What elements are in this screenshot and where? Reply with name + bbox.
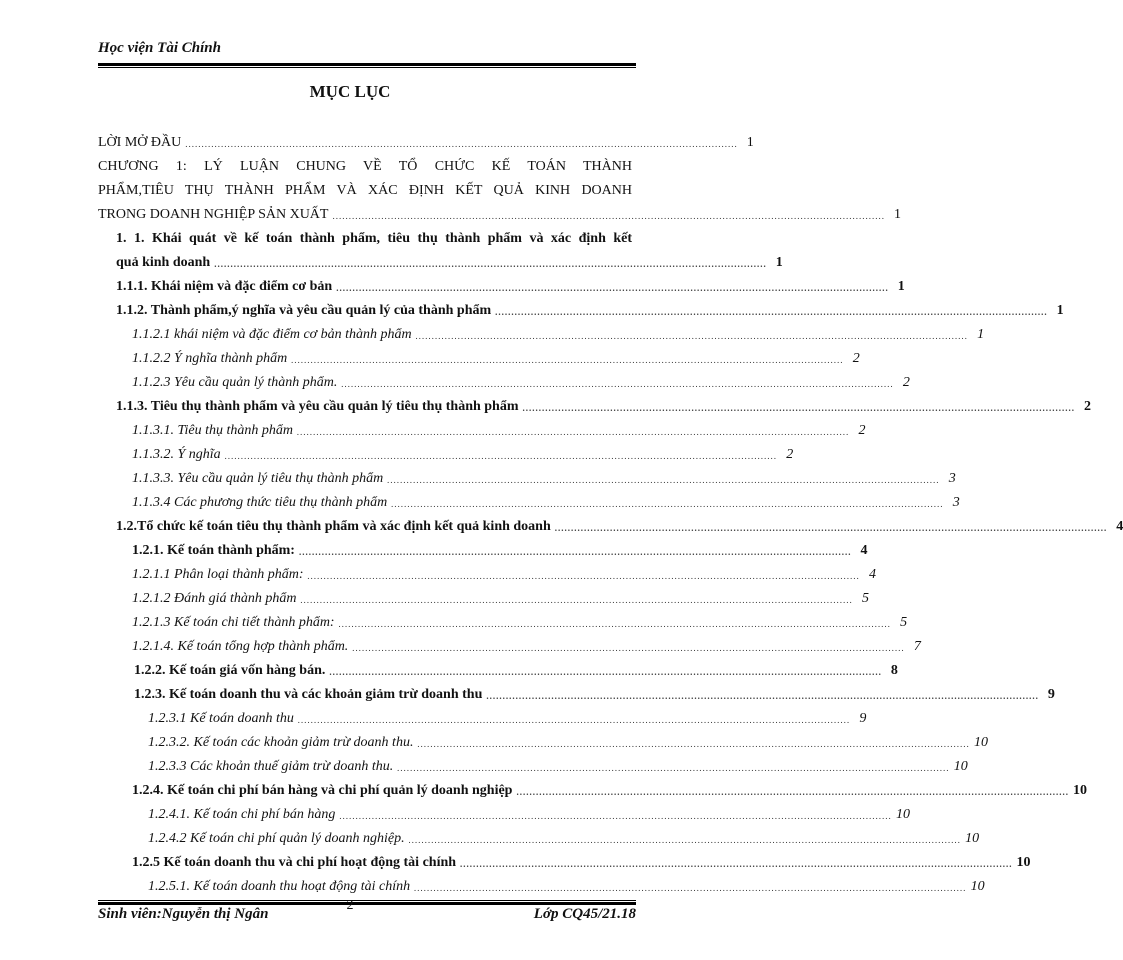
toc-entry[interactable] bbox=[132, 470, 956, 488]
toc-leader: .......................................................................................................................................................................... bbox=[391, 499, 944, 509]
toc-entry[interactable] bbox=[116, 398, 1091, 416]
toc-entry-page: 10 bbox=[973, 735, 988, 750]
toc-entry[interactable] bbox=[132, 326, 985, 344]
toc-entry-text: 1.1.3.4 Các phương thức tiêu thụ thành phẩm bbox=[132, 495, 388, 510]
toc-entry[interactable] bbox=[148, 758, 968, 776]
toc-leader: .......................................................................................................................................................................... bbox=[460, 859, 1013, 869]
toc-entry-text: 1.2.1.4. Kế toán tổng hợp thành phẩm. bbox=[132, 639, 349, 654]
toc-leader: .......................................................................................................................................................................... bbox=[329, 667, 882, 677]
toc-entry-page: 2 bbox=[786, 447, 794, 462]
toc-entry-text: 1.2.2. Kế toán giá vốn hàng bán. bbox=[134, 663, 326, 678]
toc-entry-page: 4 bbox=[869, 567, 876, 582]
toc-entry-text: 1.2.4.1. Kế toán chi phí bán hàng bbox=[148, 807, 336, 822]
toc-entry-text: 1.1.2.3 Yêu cầu quản lý thành phẩm. bbox=[132, 375, 338, 390]
toc-entry[interactable] bbox=[148, 878, 985, 896]
toc-entry[interactable] bbox=[98, 206, 901, 224]
header-school: Học viện Tài Chính bbox=[98, 40, 221, 56]
toc-entry-text: 1.2.3.2. Kế toán các khoản giảm trừ doanh thu. bbox=[148, 735, 414, 750]
toc-entry-page: 5 bbox=[862, 591, 869, 606]
footer-class: Lớp CQ45/21.18 bbox=[533, 906, 636, 922]
toc-entry-page: 1 bbox=[893, 207, 901, 222]
toc-leader: .......................................................................................................................................................................... bbox=[352, 643, 905, 653]
toc-entry-page: 1 bbox=[775, 255, 783, 270]
toc-entry[interactable] bbox=[132, 446, 794, 464]
toc-entry-text: 1.2.Tổ chức kế toán tiêu thụ thành phẩm và xác định kết quả kinh doanh bbox=[116, 519, 551, 534]
toc-leader: .......................................................................................................................................................................... bbox=[554, 523, 1108, 533]
toc-entry-page: 1 bbox=[1056, 303, 1064, 318]
toc-entry-page: 9 bbox=[1047, 687, 1055, 702]
toc-entry-text: 1.2.1. Kế toán thành phẩm: bbox=[132, 543, 295, 558]
toc-entry-text: 1.1.3.1. Tiêu thụ thành phẩm bbox=[132, 423, 294, 438]
toc-entry[interactable] bbox=[132, 542, 868, 560]
toc-entry-text: 1.2.3.1 Kế toán doanh thu bbox=[148, 711, 294, 726]
toc-entry-text: 1.1.3.2. Ý nghĩa bbox=[132, 447, 221, 462]
toc-entry-page: 4 bbox=[1116, 519, 1123, 534]
toc-leader: .......................................................................................................................................................................... bbox=[338, 619, 892, 629]
toc-entry-page: 10 bbox=[1072, 783, 1087, 798]
toc-entry-page: 2 bbox=[858, 423, 866, 438]
toc-leader: .......................................................................................................................................................................... bbox=[387, 475, 940, 485]
toc-leader: .......................................................................................................................................................................... bbox=[522, 403, 1075, 413]
toc-leader: .......................................................................................................................................................................... bbox=[397, 763, 950, 773]
toc-leader: .......................................................................................................................................................................... bbox=[417, 739, 970, 749]
toc-entry-text: LỜI MỞ ĐẦU bbox=[98, 135, 182, 150]
toc-entry-page: 10 bbox=[970, 879, 985, 894]
toc-entry-page: 3 bbox=[948, 471, 956, 486]
toc-entry-text: 1.2.5 Kế toán doanh thu và chi phí hoạt động tài chính bbox=[132, 855, 457, 870]
toc-entry-line[interactable]: 1. 1. Khái quát về kế toán thành phẩm, tiêu thụ thành phẩm và xác định kết bbox=[116, 231, 632, 246]
toc-entry-page: 2 bbox=[1084, 399, 1091, 414]
toc-entry[interactable] bbox=[116, 302, 1064, 320]
toc-entry[interactable] bbox=[132, 614, 908, 632]
toc-entry-page: 1 bbox=[746, 135, 754, 150]
toc-leader: .......................................................................................................................................................................... bbox=[516, 787, 1069, 797]
toc-leader: .......................................................................................................................................................................... bbox=[486, 691, 1039, 701]
toc-entry-text: 1.1.2.2 Ý nghĩa thành phẩm bbox=[132, 351, 288, 366]
toc-entry[interactable] bbox=[132, 854, 1031, 872]
toc-leader: .......................................................................................................................................................................... bbox=[214, 259, 767, 269]
toc-entry[interactable] bbox=[148, 734, 988, 752]
toc-leader: .......................................................................................................................................................................... bbox=[224, 451, 778, 461]
toc-leader: .......................................................................................................................................................................... bbox=[291, 355, 844, 365]
toc-entry-page: 10 bbox=[953, 759, 968, 774]
toc-entry-line[interactable]: CHƯƠNG 1: LÝ LUẬN CHUNG VỀ TỔ CHỨC KẾ TOÁN THÀNH bbox=[98, 159, 632, 174]
toc-entry-page: 5 bbox=[900, 615, 908, 630]
toc-entry-page: 1 bbox=[977, 327, 985, 342]
toc-entry-page: 10 bbox=[965, 831, 980, 846]
toc-entry-page: 4 bbox=[860, 543, 868, 558]
page-title: MỤC LỤC bbox=[309, 82, 391, 101]
toc-entry-text: 1.2.4. Kế toán chi phí bán hàng và chi phí quản lý doanh nghiệp bbox=[132, 783, 513, 798]
toc-entry[interactable] bbox=[132, 566, 876, 584]
toc-entry-page: 2 bbox=[902, 375, 910, 390]
toc-entry-text: 1.2.5.1. Kế toán doanh thu hoạt động tài chính bbox=[148, 879, 411, 894]
toc-entry-page: 3 bbox=[952, 495, 960, 510]
toc-entry-text: 1.2.1.3 Kế toán chi tiết thành phẩm: bbox=[132, 615, 335, 630]
toc-leader: .......................................................................................................................................................................... bbox=[185, 139, 738, 149]
toc-entry[interactable] bbox=[132, 590, 869, 608]
toc-entry[interactable] bbox=[148, 710, 867, 728]
toc-entry-text: 1.2.3.3 Các khoản thuế giảm trừ doanh thu. bbox=[148, 759, 394, 774]
toc-entry-page: 10 bbox=[895, 807, 910, 822]
toc-leader: .......................................................................................................................................................................... bbox=[297, 427, 850, 437]
toc-entry-page: 2 bbox=[852, 351, 860, 366]
toc-entry[interactable] bbox=[116, 254, 783, 272]
toc-entry-text: TRONG DOANH NGHIỆP SẢN XUẤT bbox=[98, 207, 329, 222]
toc-leader: .......................................................................................................................................................................... bbox=[298, 547, 852, 557]
toc-entry-page: 1 bbox=[897, 279, 905, 294]
toc-entry-page: 9 bbox=[859, 711, 867, 726]
toc-entry[interactable] bbox=[148, 830, 980, 848]
toc-entry-text: 1.2.1.2 Đánh giá thành phẩm bbox=[132, 591, 297, 606]
toc-entry-page: 10 bbox=[1016, 855, 1031, 870]
toc-entry-text: 1.1.3.3. Yêu cầu quản lý tiêu thụ thành phẩm bbox=[132, 471, 384, 486]
toc-entry[interactable] bbox=[148, 806, 910, 824]
toc-entry[interactable] bbox=[132, 638, 921, 656]
footer-student: Sinh viên:Nguyễn thị Ngân bbox=[98, 906, 269, 922]
toc-entry[interactable] bbox=[132, 782, 1087, 800]
toc-leader: .......................................................................................................................................................................... bbox=[341, 379, 894, 389]
toc-entry-page: 8 bbox=[890, 663, 898, 678]
toc-leader: .......................................................................................................................................................................... bbox=[332, 211, 885, 221]
toc-entry[interactable] bbox=[132, 422, 866, 440]
toc-entry-text: quả kinh doanh bbox=[116, 255, 211, 270]
toc-entry-page: 7 bbox=[913, 639, 921, 654]
toc-entry[interactable] bbox=[132, 350, 860, 368]
toc-leader: .......................................................................................................................................................................... bbox=[415, 331, 969, 341]
toc-entry-text: 1.2.3. Kế toán doanh thu và các khoản giảm trừ doanh thu bbox=[134, 687, 483, 702]
toc-entry-text: 1.2.1.1 Phân loại thành phẩm: bbox=[132, 567, 304, 582]
toc-leader: .......................................................................................................................................................................... bbox=[495, 307, 1048, 317]
toc-leader: .......................................................................................................................................................................... bbox=[300, 595, 853, 605]
header-rule-thick bbox=[98, 63, 636, 66]
toc-leader: .......................................................................................................................................................................... bbox=[297, 715, 851, 725]
toc-entry-text: 1.1.2. Thành phẩm,ý nghĩa và yêu cầu quản lý của thành phẩm bbox=[116, 303, 492, 318]
toc-leader: .......................................................................................................................................................................... bbox=[414, 883, 967, 893]
toc-entry[interactable] bbox=[132, 374, 910, 392]
toc-entry-text: 1.1.2.1 khái niệm và đặc điểm cơ bản thành phẩm bbox=[132, 327, 412, 342]
toc-entry[interactable] bbox=[116, 278, 905, 296]
toc-leader: .......................................................................................................................................................................... bbox=[336, 283, 889, 293]
toc-leader: .......................................................................................................................................................................... bbox=[339, 811, 892, 821]
toc-entry[interactable] bbox=[116, 518, 1123, 536]
header-rule-thin bbox=[98, 67, 636, 68]
toc-entry[interactable] bbox=[134, 686, 1055, 704]
toc-leader: .......................................................................................................................................................................... bbox=[307, 571, 860, 581]
toc-entry-text: 1.1.3. Tiêu thụ thành phẩm và yêu cầu quản lý tiêu thụ thành phẩm bbox=[116, 399, 519, 414]
toc-entry[interactable] bbox=[98, 134, 754, 152]
toc-entry-text: 1.2.4.2 Kế toán chi phí quản lý doanh nghiệp. bbox=[148, 831, 405, 846]
toc-entry[interactable] bbox=[132, 494, 960, 512]
page-number: 2 bbox=[346, 898, 354, 913]
toc-leader: .......................................................................................................................................................................... bbox=[408, 835, 962, 845]
toc-entry-text: 1.1.1. Khái niệm và đặc điểm cơ bản bbox=[116, 279, 333, 294]
toc-entry-line[interactable]: PHẨM,TIÊU THỤ THÀNH PHẨM VÀ XÁC ĐỊNH KẾT QUẢ KINH DOANH bbox=[98, 183, 632, 198]
toc-entry[interactable] bbox=[134, 662, 898, 680]
